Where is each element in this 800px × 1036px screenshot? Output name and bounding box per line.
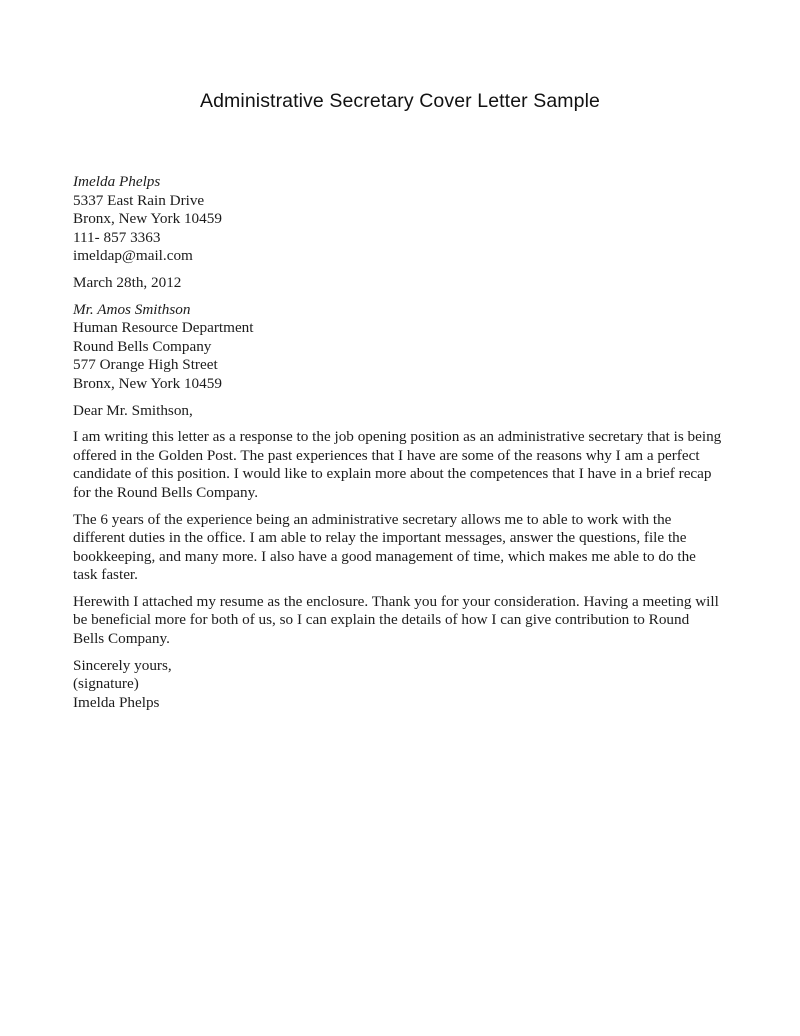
sender-email: imeldap@mail.com — [73, 247, 193, 265]
sender-city-state-zip: Bronx, New York 10459 — [73, 210, 222, 228]
recipient-department: Human Resource Department — [73, 319, 254, 337]
body-paragraph-2: The 6 years of the experience being an administrative secretary allows me to able to work with the different duties in the office. I am able to relay the important messages, answer the questions, file the bookkeeping, and many more. I also have a good management of time, which makes me able to do the task faster. — [73, 510, 696, 584]
sender-street: 5337 East Rain Drive — [73, 191, 205, 209]
recipient-company: Round Bells Company — [73, 337, 212, 355]
closing-block — [73, 657, 723, 713]
salutation: Dear Mr. Smithson, — [73, 401, 193, 419]
letter-date-block — [73, 274, 723, 293]
recipient-name: Mr. Amos Smithson — [73, 300, 191, 318]
sender-phone: 111- 857 3363 — [73, 228, 161, 246]
letter-body — [73, 173, 723, 712]
recipient-address-block — [73, 301, 723, 394]
body-paragraph-1: I am writing this letter as a response to the job opening position as an administrative secretary that is being offered in the Golden Post. The past experiences that I have are some of the reasons why I am a perfect candidate of this position. I would like to explain more about the competences that I have in a brief recap for the Round Bells Company. — [73, 428, 722, 501]
signer-name: Imelda Phelps — [73, 693, 160, 711]
salutation-block — [73, 402, 723, 421]
sender-name: Imelda Phelps — [73, 173, 161, 190]
sender-address-block — [73, 173, 723, 266]
valediction: Sincerely yours, — [73, 656, 172, 674]
recipient-city-state-zip: Bronx, New York 10459 — [73, 374, 222, 392]
recipient-street: 577 Orange High Street — [73, 356, 218, 374]
signature-placeholder: (signature) — [73, 675, 139, 693]
body-paragraph-3: Herewith I attached my resume as the enclosure. Thank you for your consideration. Having a meeting will be beneficial more for both of us, so I can explain the details of how I can give contribution to Round Bells Company. — [73, 592, 719, 648]
letter-date: March 28th, 2012 — [73, 273, 182, 291]
page-title: Administrative Secretary Cover Letter Sample — [200, 90, 600, 112]
